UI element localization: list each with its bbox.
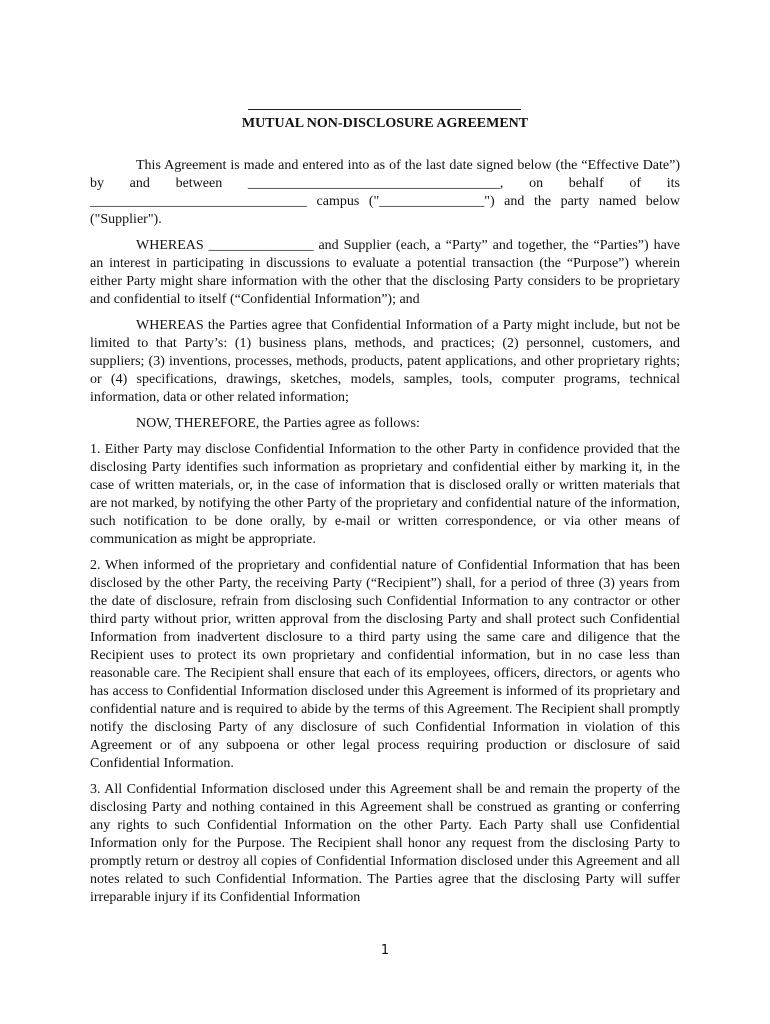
document-title: MUTUAL NON-DISCLOSURE AGREEMENT bbox=[241, 116, 529, 131]
document-body bbox=[90, 157, 680, 915]
whereas-paragraph-1: WHEREAS _______________ and Supplier (each, a “Party” and together, the “Parties”) have an interest in participating in discussions to evaluate a potential transaction (the “Purpose”) wherein either Party might share information with the other that the disclosing Party considers to be proprietary and confidential to itself (“Confidential Information”); and bbox=[90, 238, 680, 307]
now-therefore-paragraph: NOW, THEREFORE, the Parties agree as follows: bbox=[136, 416, 420, 431]
whereas-paragraph-2: WHEREAS the Parties agree that Confidential Information of a Party might include, but not be limited to that Party’s: (1) business plans, methods, and practices; (2) personnel, customers, and suppliers; (3) inventions, processes, methods, products, patent applications, and other proprietary rights; or (4) specifications, drawings, sketches, models, samples, tools, computer programs, technical information, data or other related information; bbox=[90, 318, 680, 405]
page-number: 1 bbox=[380, 943, 390, 958]
intro-paragraph: This Agreement is made and entered into as of the last date signed below (the “Effective Date”) by and between ____________________________________, on behalf of its _______________________________ campus ("_______________") and the party named below ("Supplier"). bbox=[90, 158, 680, 227]
clause-1: 1. Either Party may disclose Confidential Information to the other Party in confidence provided that the disclosing Party identifies such information as proprietary and confidential either by marking it, in the case of written materials, or, in the case of information that is disclosed orally or written materials that are not marked, by notifying the other Party of the proprietary and confidential nature of the information, such notification to be done orally, by e-mail or written correspondence, or via other means of communication as might be appropriate. bbox=[90, 442, 680, 547]
clause-2: 2. When informed of the proprietary and confidential nature of Confidential Information that has been disclosed by the other Party, the receiving Party (“Recipient”) shall, for a period of three (3) years from the date of disclosure, refrain from disclosing such Confidential Information to any contractor or other third party without prior, written approval from the disclosing Party and shall protect such Confidential Information from inadvertent disclosure to a third party using the same care and diligence that the Recipient uses to protect its own proprietary and confidential information, but in no case less than reasonable care. The Recipient shall ensure that each of its employees, officers, directors, or agents who has access to Confidential Information disclosed under this Agreement is informed of its proprietary and confidential nature and is required to abide by the terms of this Agreement. The Recipient shall promptly notify the disclosing Party of any disclosure of such Confidential Information in violation of this Agreement or of any subpoena or other legal process requiring production or disclosure of said Confidential Information. bbox=[90, 558, 680, 771]
clause-3: 3. All Confidential Information disclosed under this Agreement shall be and remain the property of the disclosing Party and nothing contained in this Agreement shall be construed as granting or conferring any rights to such Confidential Information on the other Party. Each Party shall use Confidential Information only for the Purpose. The Recipient shall honor any request from the disclosing Party to promptly return or destroy all copies of Confidential Information disclosed under this Agreement and all notes related to such Confidential Information. The Parties agree that the disclosing Party will suffer irreparable injury if its Confidential Information bbox=[90, 782, 680, 905]
title-rule bbox=[248, 109, 521, 110]
